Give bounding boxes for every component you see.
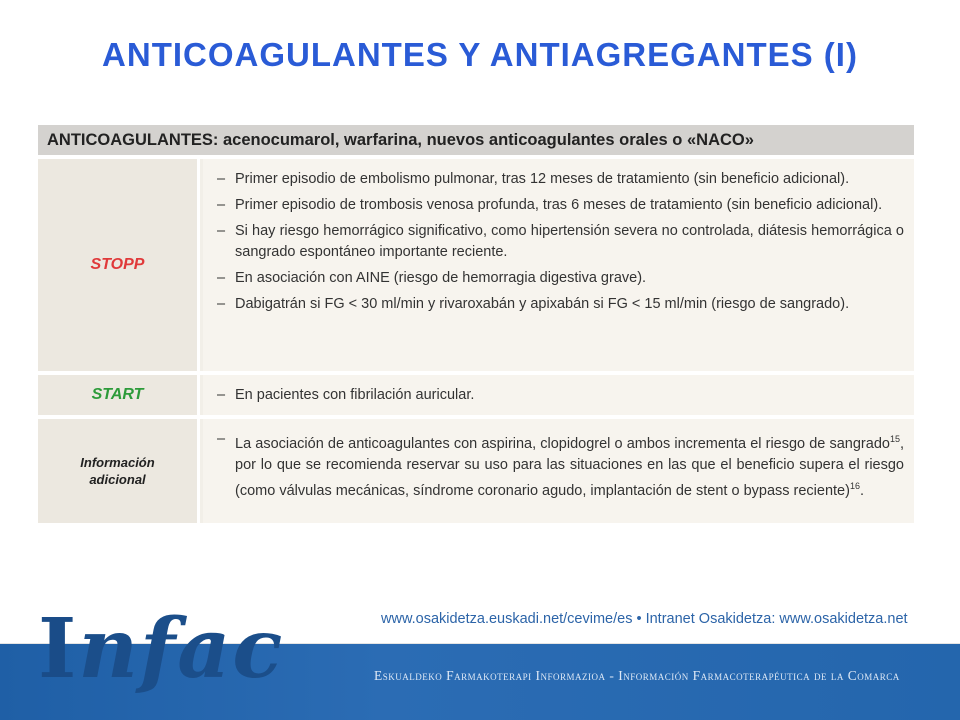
start-label: START <box>91 386 144 403</box>
info-label-cell <box>38 419 200 523</box>
stopp-item: – Primer episodio de trombosis venosa profunda, tras 6 meses de tratamiento (sin beneficio adicional). <box>217 195 904 216</box>
slide-title: ANTICOAGULANTES Y ANTIAGREGANTES (I) <box>102 36 858 73</box>
info-item <box>217 429 904 502</box>
start-row <box>38 375 914 415</box>
stopp-label-cell <box>38 159 200 371</box>
stopp-item: – En asociación con AINE (riesgo de hemorragia digestiva grave). <box>217 268 904 289</box>
stopp-row <box>38 159 914 371</box>
infac-logo: Infac <box>38 601 285 697</box>
table-header: ANTICOAGULANTES: acenocumarol, warfarina, nuevos anticoagulantes orales o «NACO» <box>38 125 914 155</box>
info-text: . <box>859 482 865 499</box>
info-content <box>203 419 914 523</box>
info-row <box>38 419 914 523</box>
start-content <box>203 375 914 415</box>
footer-banner <box>0 593 960 720</box>
info-text: , por lo que se recomienda reservar su uso para las situaciones en las que el beneficio supera el riesgo (como válvulas mecánicas, síndrome coronario agudo, implantación de stent o bypass reciente) <box>235 435 904 499</box>
criteria-table <box>38 125 914 523</box>
footnote-ref: 16 <box>849 480 860 491</box>
info-label: Información adicional <box>80 455 155 487</box>
stopp-item: – Primer episodio de embolismo pulmonar, tras 12 meses de tratamiento (sin beneficio adicional). <box>217 169 904 190</box>
start-label-cell <box>38 375 200 415</box>
footnote-ref: 15 <box>889 434 900 444</box>
stopp-item: – Dabigatrán si FG < 30 ml/min y rivaroxabán y apixabán si FG < 15 ml/min (riesgo de sangrado). <box>217 294 904 315</box>
stopp-label: STOPP <box>90 256 145 273</box>
stopp-content <box>203 159 914 371</box>
start-item: – En pacientes con fibrilación auricular. <box>217 385 904 406</box>
info-text: La asociación de anticoagulantes con aspirina, clopidogrel o ambos incrementa el riesgo de sangrado <box>235 435 890 452</box>
footer-subtitle: Eskualdeko Farmakoterapi Informazioa - Información Farmacoterapéutica de la Comarca <box>374 668 900 683</box>
footer-links[interactable]: www.osakidetza.euskadi.net/cevime/es • Intranet Osakidetza: www.osakidetza.net <box>381 611 908 627</box>
stopp-item: – Si hay riesgo hemorrágico significativo, como hipertensión severa no controlada, diátesis hemorrágica o sangrado espontáneo importante reciente. <box>217 221 904 263</box>
